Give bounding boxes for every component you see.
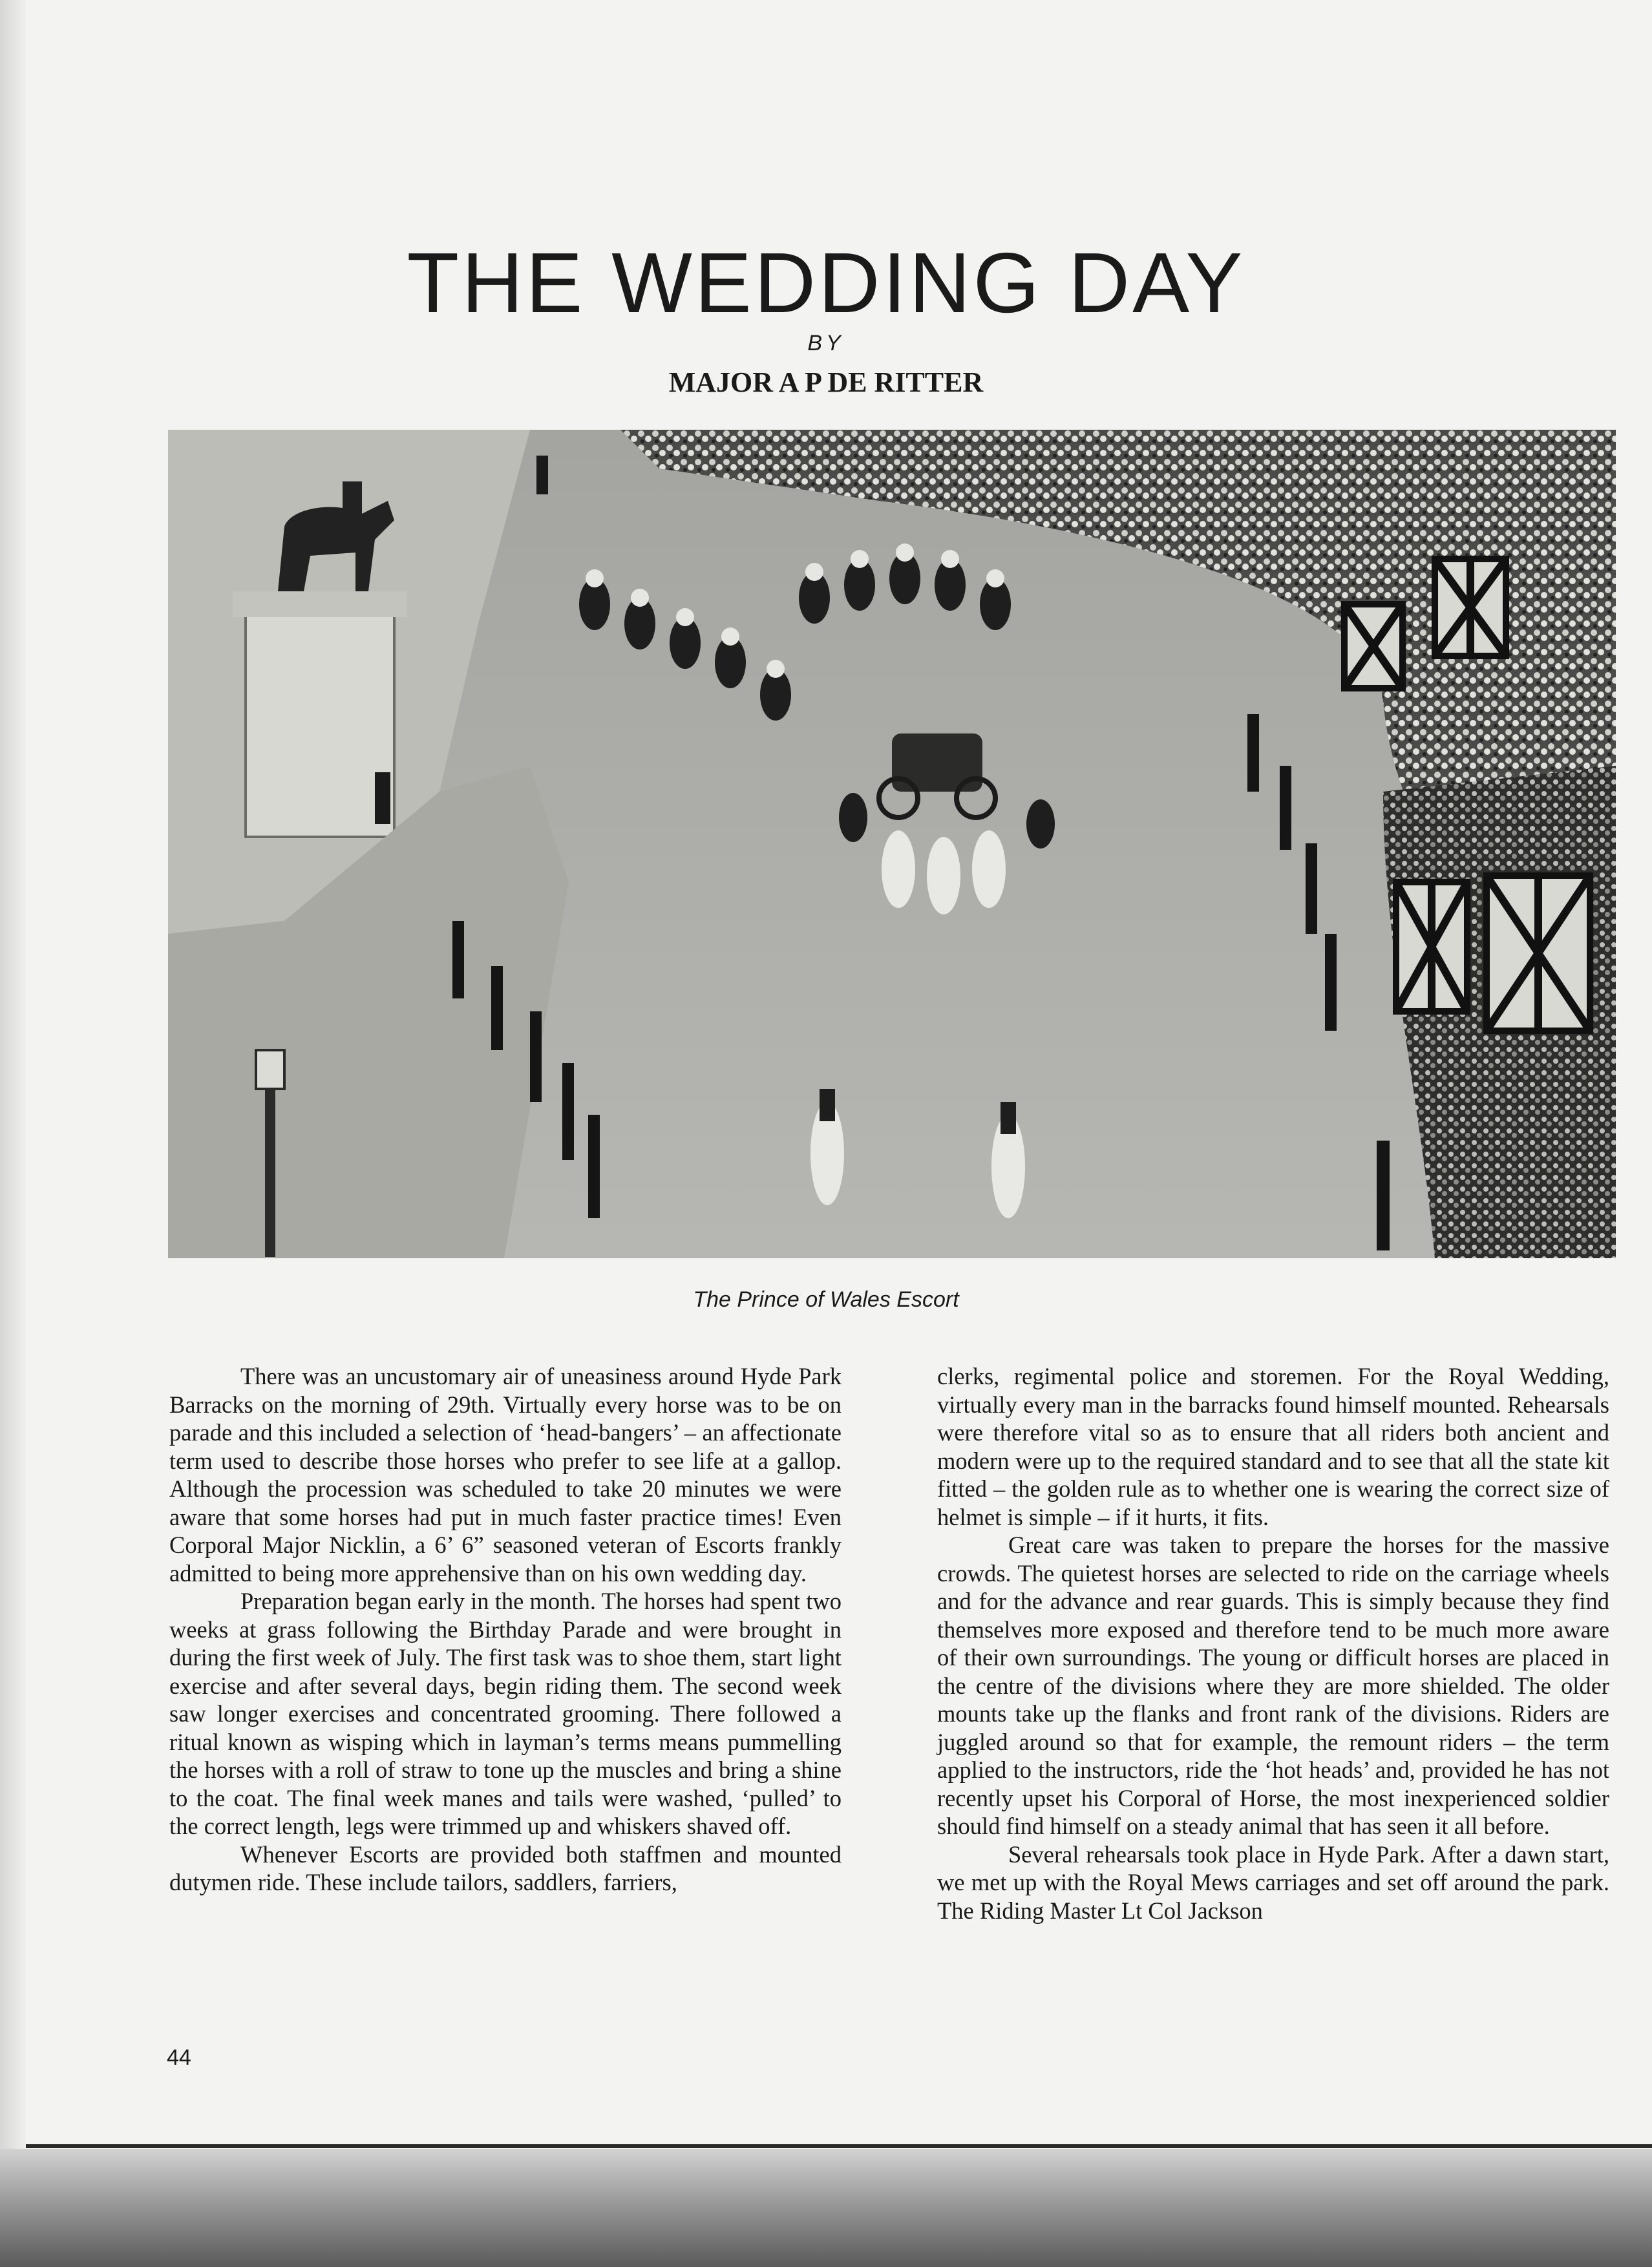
- article-title: THE WEDDING DAY: [407, 235, 1245, 330]
- paragraph: There was an uncustomary air of uneasiness around Hyde Park Barracks on the morning of 29th. Virtually every horse was to be on parade and this included a selection of ‘head-bangers’ – an affectionate term used to describe those horses who prefer to see life at a gallop. Although the procession was scheduled to take 20 minutes we were aware that some horses had put in much faster practice times! Even Corporal Major Nicklin, a 6’ 6” seasoned veteran of Escorts frankly admitted to being more apprehensive than on his own wedding day.: [169, 1363, 842, 1587]
- page-number: 44: [167, 2045, 191, 2070]
- paragraph: Whenever Escorts are provided both staffmen and mounted dutymen ride. These include tailors, saddlers, farriers,: [169, 1840, 842, 1895]
- paragraph: Preparation began early in the month. The horses had spent two weeks at grass following the Birthday Parade and were brought in during the first week of July. The first task was to shoe them, start light exercise and after several days, begin riding them. The second week saw longer exercises and concentrated grooming. There followed a ritual known as wisping which in layman’s terms means pummelling the horses with a roll of straw to tone up the muscles and bring a shine to the coat. The final week manes and tails were washed, ‘pulled’ to the correct length, legs were trimmed up and whiskers shaved off.: [169, 1588, 842, 1839]
- paragraph: Several rehearsals took place in Hyde Park. After a dawn start, we met up with the Royal Mews carriages and set off around the park. The Riding Master Lt Col Jackson: [937, 1840, 1609, 1924]
- procession-photo-icon: [168, 430, 1616, 1258]
- body-column-left: [169, 1362, 842, 1897]
- paragraph: Great care was taken to prepare the horses for the massive crowds. The quietest horses are selected to ride on the carriage wheels and for the advance and rear guards. This is simply because they find themselves more exposed and therefore tend to be much more aware of their own surroundings. The young or difficult horses are placed in the centre of the divisions where they are more shielded. The older mounts take up the flanks and front rank of the divisions. Riders are juggled around so that for example, the remount riders – the term applied to the instructors, ride the ‘hot heads’ and, provided he has not recently upset his Corporal of Horse, the most inexperienced soldier should find himself on a steady animal that has seen it all before.: [937, 1532, 1609, 1839]
- photo-caption: The Prince of Wales Escort: [693, 1287, 959, 1312]
- author-name: MAJOR A P DE RITTER: [668, 366, 984, 398]
- byline-label: BY: [807, 331, 845, 355]
- procession-photo: [168, 430, 1616, 1258]
- paragraph: clerks, regimental police and storemen. For the Royal Wedding, virtually every man in the barracks found himself mounted. Rehearsals were therefore vital so as to ensure that all riders both ancient and modern were up to the required standard and to see that all the state kit fitted – the golden rule as to whether one is wearing the correct size of helmet is simple – if it hurts, it fits.: [937, 1363, 1609, 1530]
- bottom-rule: [26, 2144, 1652, 2148]
- scan-edge-bottom: [0, 2149, 1652, 2267]
- body-column-right: [937, 1362, 1609, 1924]
